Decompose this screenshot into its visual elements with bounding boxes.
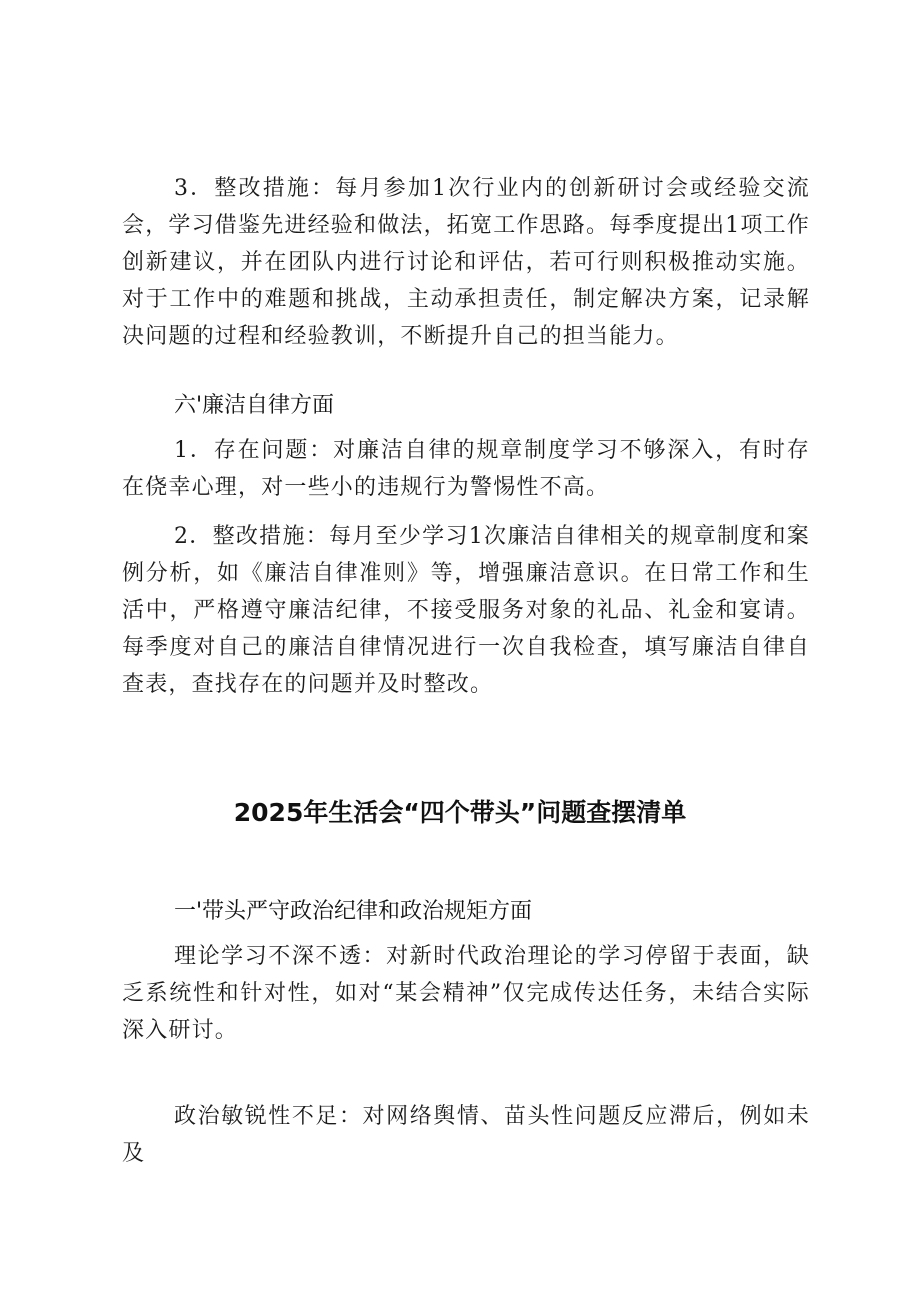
integrity-measures-paragraph: 2．整改措施：每月至少学习1次廉洁自律相关的规章制度和案例分析，如《廉洁自律准则》等，增强廉洁意识。在日常工作和生活中，严格遵守廉洁纪律，不接受服务对象的礼品、礼金和宴请。每季度对自己的廉洁自律情况进行一次自我检查，填写廉洁自律自查表，查找存在的问题并及时整改。 [122,524,810,697]
existing-problems-paragraph: 1．存在问题：对廉洁自律的规章制度学习不够深入，有时存在侥幸心理，对一些小的违规行为警惕性不高。 [122,438,810,500]
section-heading-integrity: 六'廉洁自律方面 [174,393,335,418]
document-title: 2025年生活会“四个带头”问题查摆清单 [233,798,687,827]
theory-study-paragraph: 理论学习不深不透：对新时代政治理论的学习停留于表面，缺乏系统性和针对性，如对“某会精神”仅完成传达任务，未结合实际深入研讨。 [122,944,810,1043]
political-sensitivity-paragraph: 政治敏锐性不足：对网络舆情、苗头性问题反应滞后，例如未及 [122,1104,810,1166]
section-heading-political-discipline: 一'带头严守政治纪律和政治规矩方面 [174,899,533,924]
rectification-measures-paragraph: 3．整改措施：每月参加1次行业内的创新研讨会或经验交流会，学习借鉴先进经验和做法，拓宽工作思路。每季度提出1项工作创新建议，并在团队内进行讨论和评估，若可行则积极推动实施。对于工作中的难题和挑战，主动承担责任，制定解决方案，记录解决问题的过程和经验教训，不断提升自己的担当能力。 [122,176,810,349]
